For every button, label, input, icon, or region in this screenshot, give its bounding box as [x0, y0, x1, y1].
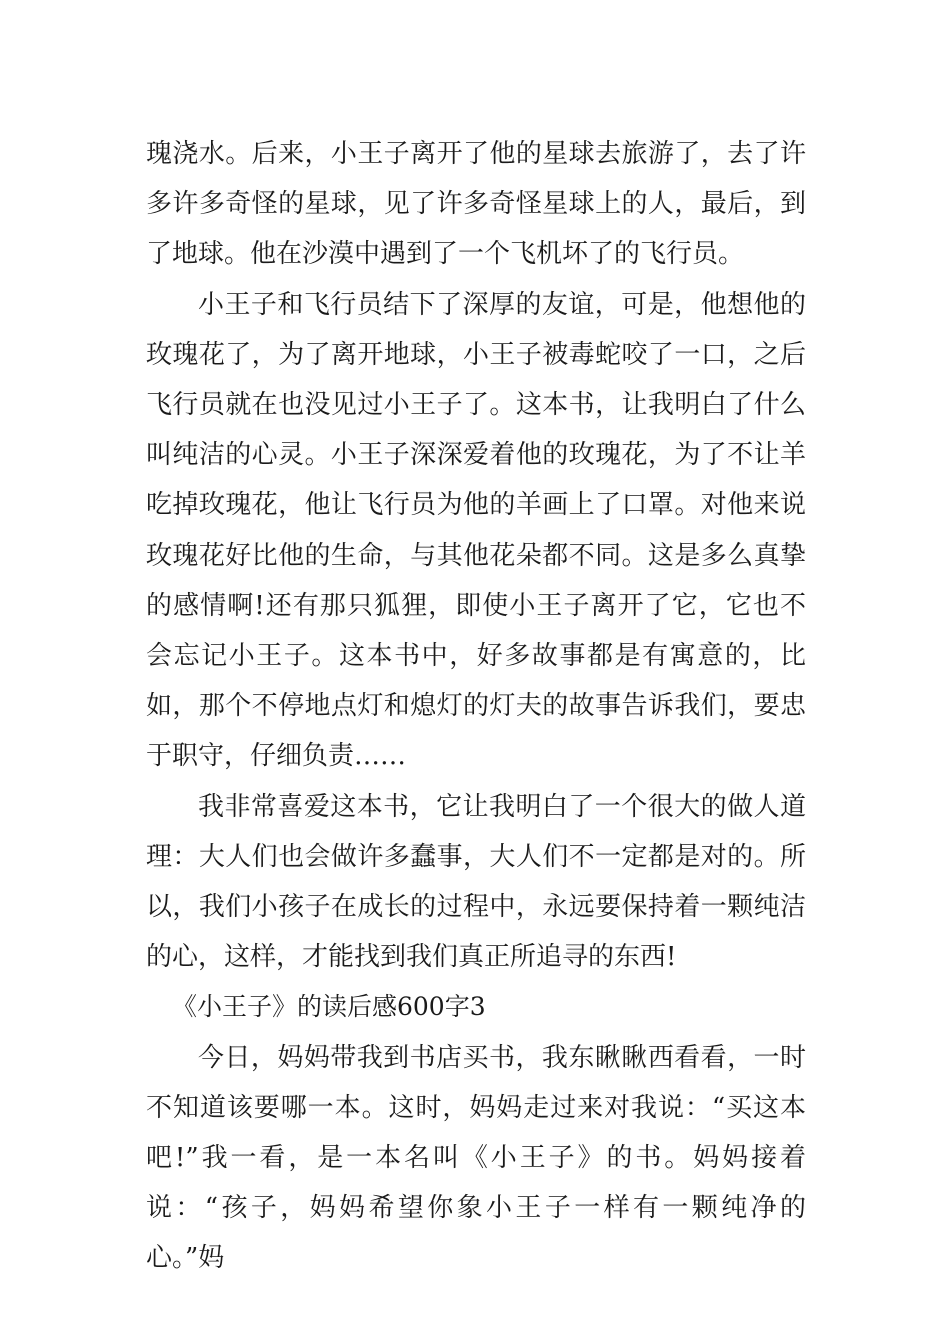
section-heading: 《小王子》的读后感600字3 [172, 992, 486, 1022]
paragraph-lesson: 我非常喜爱这本书，它让我明白了一个很大的做人道理：大人们也会做许多蠢事，大人们不一定都是对的。所以，我们小孩子在成长的过程中，永远要保持着一颗纯洁的心，这样，才能找到我们真正所追寻的东西! [146, 791, 806, 973]
document-body [146, 129, 806, 1284]
paragraph-friendship: 小王子和飞行员结下了深厚的友谊，可是，他想他的玫瑰花了，为了离开地球，小王子被毒蛇咬了一口，之后飞行员就在也没见过小王子了。这本书，让我明白了什么叫纯洁的心灵。小王子深深爱着他的玫瑰花，为了不让羊吃掉玫瑰花，他让飞行员为他的羊画上了口罩。对他来说玫瑰花好比他的生命，与其他花朵都不同。这是多么真挚的感情啊!还有那只狐狸，即使小王子离开了它，它也不会忘记小王子。这本书中，好多故事都是有寓意的，比如，那个不停地点灯和熄灯的灯夫的故事告诉我们，要忠于职守，仔细负责…… [146, 289, 806, 772]
paragraph-bookstore: 今日，妈妈带我到书店买书，我东瞅瞅西看看，一时不知道该要哪一本。这时，妈妈走过来对我说：“买这本吧!”我一看，是一本名叫《小王子》的书。妈妈接着说：“孩子，妈妈希望你象小王子一样有一颗纯净的心。”妈 [146, 1042, 806, 1274]
paragraph-continuation: 瑰浇水。后来，小王子离开了他的星球去旅游了，去了许多许多奇怪的星球，见了许多奇怪星球上的人，最后，到了地球。他在沙漠中遇到了一个飞机坏了的飞行员。 [146, 139, 806, 270]
